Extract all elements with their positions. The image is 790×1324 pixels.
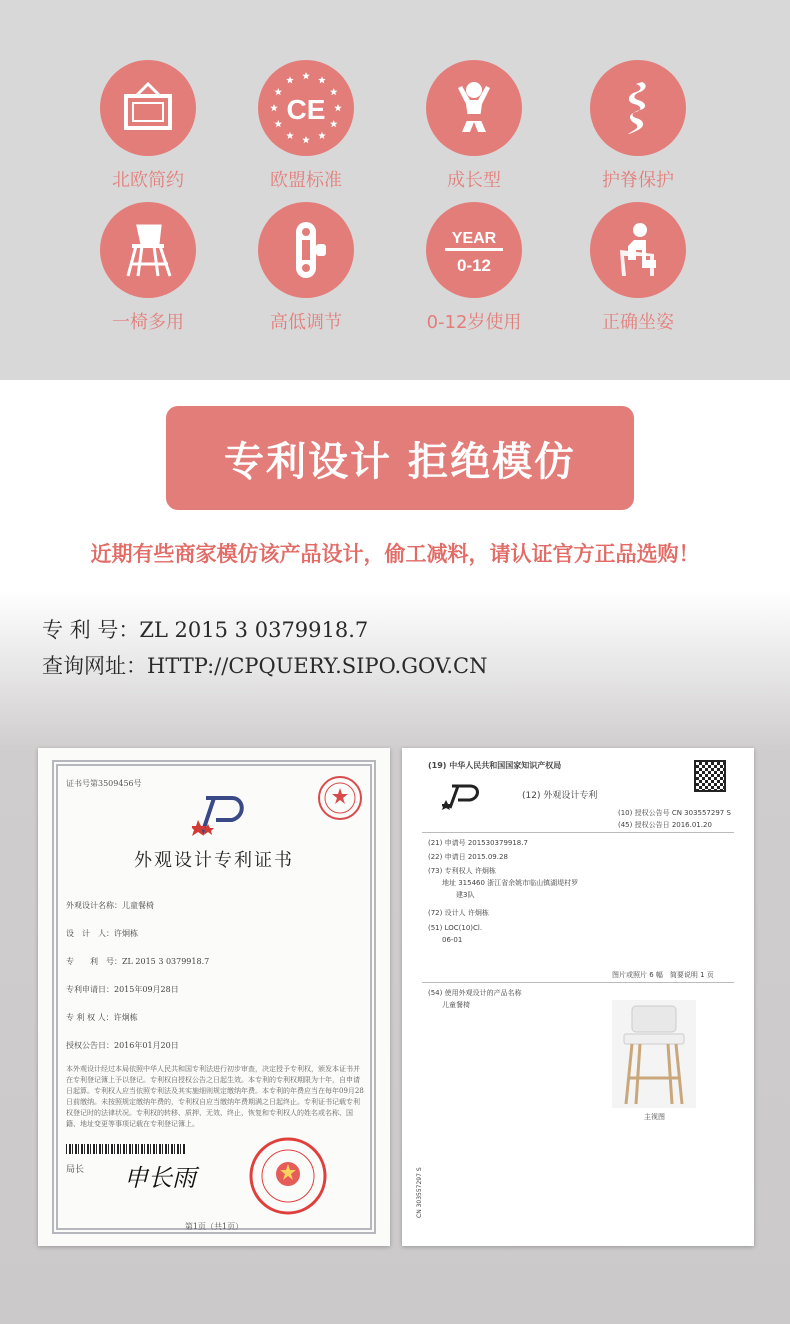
feature-eu-standard (216, 60, 396, 192)
publication-number: (10) 授权公告号 CN 303557297 S (618, 809, 731, 817)
features-panel (0, 0, 790, 380)
svg-text:0-12: 0-12 (456, 256, 492, 275)
divider (422, 982, 734, 983)
design-name: 外观设计名称：儿童餐椅 (66, 901, 154, 910)
chair-icon (100, 202, 196, 298)
patent-owner: (73) 专利权人 许炯栋 (428, 867, 496, 875)
product-name-label: (54) 使用外观设计的产品名称 (428, 989, 522, 997)
publication-date: (45) 授权公告日 2016.01.20 (618, 821, 712, 829)
qr-code (694, 760, 726, 792)
feature-label: 一椅多用 (112, 312, 184, 333)
patent-number: 专 利 号：ZL 2015 3 0379918.7 (42, 618, 369, 642)
designer: (72) 设计人 许炯栋 (428, 909, 489, 917)
eu-star (318, 76, 326, 83)
spine-icon (590, 60, 686, 156)
view-label: 主视图 (644, 1113, 665, 1121)
product-name: 儿童餐椅 (442, 1001, 470, 1009)
svg-text:CE: CE (286, 94, 326, 125)
feature-label: 0-12岁使用 (426, 312, 522, 333)
owner-address: 地址 315460 浙江省余姚市临山镇湖堤村罗 (442, 879, 579, 887)
certificate-body: 本外观设计经过本局依照中华人民共和国专利法进行初步审查，决定授予专利权，颁发本证书并在专利登记簿上予以登记。专利权自授权公告之日起生效。本专利的专利权期限为十年，自申请日起算。专利权人应当依照专利法及其实施细则规定缴纳年费。本专利的年费应当在每年09月28日前缴纳。未按照规定缴纳年费的，专利权自应当缴纳年费期满之日起终止。专利证书记载专利权登记时的法律状况。专利权的转移、质押、无效、终止、恢复和专利权人的姓名或名称、国籍、地址变更等事项记载在专利登记簿上。 (66, 1065, 364, 1128)
director-signature: 申长雨 (124, 1164, 196, 1192)
eu-star (318, 132, 326, 139)
feature-spine (548, 60, 728, 192)
feature-age-range (384, 202, 564, 334)
imitation-warning: 近期有些商家模仿该产品设计，偷工减料，请认证官方正品选购！ (90, 542, 700, 566)
patentee: 专 利 权 人：许炯栋 (66, 1013, 138, 1022)
eu-star (334, 104, 342, 111)
svg-text:YEAR: YEAR (451, 230, 497, 247)
filing-date: 专利申请日：2015年09月28日 (66, 985, 179, 994)
official-stamp-icon (316, 774, 364, 822)
feature-growth (384, 60, 564, 192)
barcode (66, 1144, 186, 1154)
height-adjust-icon (258, 202, 354, 298)
eu-star (330, 88, 338, 95)
designer: 设 计 人：许炯栋 (66, 929, 138, 938)
director-label: 局长 (66, 1165, 85, 1175)
pages-note: 图片或照片 6 幅 简要说明 1 页 (612, 971, 714, 979)
side-code: CN 303557297 S (416, 1167, 423, 1218)
eu-star (330, 120, 338, 127)
application-number: (21) 申请号 201530379918.7 (428, 839, 528, 847)
document-type: (12) 外观设计专利 (522, 791, 598, 801)
eu-star (286, 76, 294, 83)
certificate-number: 证书号第3509456号 (66, 779, 142, 788)
feature-multi-use (58, 202, 238, 334)
grant-date: 授权公告日：2016年01月20日 (66, 1041, 179, 1050)
high-chair-icon (612, 1000, 696, 1108)
feature-label: 北欧简约 (112, 170, 184, 191)
patent-certificate (38, 748, 390, 1246)
feature-label: 正确坐姿 (602, 312, 674, 333)
eu-star (274, 120, 282, 127)
eu-star (302, 136, 310, 143)
loc-classification: (51) LOC(10)Cl. (428, 924, 483, 932)
patent-no: 专 利 号：ZL 2015 3 0379918.7 (66, 957, 210, 966)
feature-nordic (58, 60, 238, 192)
year-badge-icon (426, 202, 522, 298)
eu-star (274, 88, 282, 95)
feature-height-adjust (216, 202, 396, 334)
divider (422, 832, 734, 833)
national-seal (248, 1136, 328, 1216)
sitting-person-icon (590, 202, 686, 298)
frame-icon (100, 60, 196, 156)
certificate-page: 第1页（共1页） (184, 1222, 244, 1231)
sipo-logo-icon (192, 794, 248, 838)
eu-star (286, 132, 294, 139)
feature-label: 欧盟标准 (270, 170, 342, 191)
patent-banner: 专利设计 拒绝模仿 (166, 406, 634, 510)
sipo-logo-icon (442, 784, 482, 810)
owner-address-cont: 建3队 (456, 891, 475, 899)
eu-star (270, 104, 278, 111)
feature-posture (548, 202, 728, 334)
application-date: (22) 申请日 2015.09.28 (428, 853, 508, 861)
certificate-title: 外观设计专利证书 (134, 850, 294, 871)
feature-label: 高低调节 (270, 312, 342, 333)
eu-star (302, 72, 310, 79)
loc-class-value: 06-01 (442, 936, 463, 944)
feature-label: 成长型 (447, 170, 501, 191)
baby-icon (426, 60, 522, 156)
query-url: 查询网址：HTTP://CPQUERY.SIPO.GOV.CN (42, 654, 488, 678)
office-name: (19) 中华人民共和国国家知识产权局 (428, 761, 562, 770)
product-photo (612, 1000, 696, 1108)
red-seal-icon (248, 1136, 328, 1216)
feature-label: 护脊保护 (602, 170, 674, 191)
ce-mark-icon (258, 60, 354, 156)
patent-publication (402, 748, 754, 1246)
